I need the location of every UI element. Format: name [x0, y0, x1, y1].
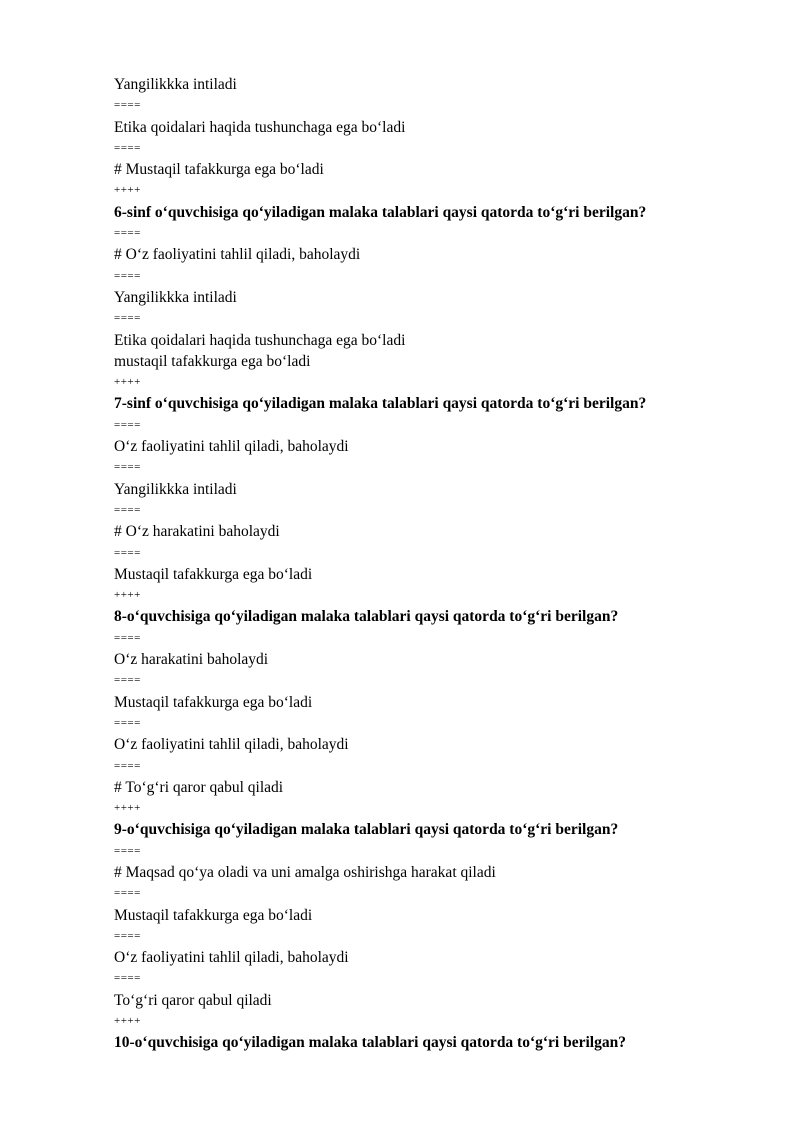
answer-option: O‘z harakatini baholaydi: [114, 651, 269, 669]
correct-answer-option: # Maqsad qo‘ya oladi va uni amalga oshirishga harakat qiladi: [114, 863, 496, 881]
correct-answer-option: # To‘g‘ri qaror qabul qiladi: [114, 778, 284, 796]
question-text: 10-o‘quvchisiga qo‘yiladigan malaka talablari qaysi qatorda to‘g‘ri berilgan?: [114, 1034, 626, 1052]
option-separator: ====: [114, 546, 141, 559]
question-separator: ++++: [114, 1015, 141, 1028]
correct-answer-option: # O‘z harakatini baholaydi: [114, 523, 280, 541]
question-text: 9-o‘quvchisiga qo‘yiladigan malaka talablari qaysi qatorda to‘g‘ri berilgan?: [114, 821, 619, 839]
answer-option: Etika qoidalari haqida tushunchaga ega bo‘ladi: [114, 118, 406, 136]
answer-option: Yangilikkka intiladi: [114, 288, 237, 306]
correct-answer-option: # O‘z faoliyatini tahlil qiladi, baholaydi: [114, 246, 361, 264]
question-separator: ++++: [114, 376, 141, 389]
question-separator: ++++: [114, 589, 141, 602]
option-separator: ====: [114, 844, 141, 857]
correct-answer-option: # Mustaqil tafakkurga ega bo‘ladi: [114, 161, 324, 179]
answer-option: Mustaqil tafakkurga ega bo‘ladi: [114, 693, 313, 711]
answer-option: Etika qoidalari haqida tushunchaga ega bo‘ladi: [114, 331, 406, 349]
question-separator: ++++: [114, 184, 141, 197]
answer-option: Yangilikkka intiladi: [114, 480, 237, 498]
option-separator: ====: [114, 99, 141, 112]
option-separator: ====: [114, 461, 141, 474]
answer-option: O‘z faoliyatini tahlil qiladi, baholaydi: [114, 949, 349, 967]
option-separator: ====: [114, 141, 141, 154]
option-separator: ====: [114, 631, 141, 644]
option-separator: ====: [114, 972, 141, 985]
question-text: 8-o‘quvchisiga qo‘yiladigan malaka talablari qaysi qatorda to‘g‘ri berilgan?: [114, 608, 619, 626]
option-separator: ====: [114, 503, 141, 516]
option-separator: ====: [114, 312, 141, 325]
question-text: 6-sinf o‘quvchisiga qo‘yiladigan malaka talablari qaysi qatorda to‘g‘ri berilgan?: [114, 203, 647, 221]
option-separator: ====: [114, 227, 141, 240]
answer-option: O‘z faoliyatini tahlil qiladi, baholaydi: [114, 438, 349, 456]
option-separator: ====: [114, 887, 141, 900]
answer-option: Mustaqil tafakkurga ega bo‘ladi: [114, 906, 313, 924]
answer-option: mustaqil tafakkurga ega bo‘ladi: [114, 352, 311, 370]
option-separator: ====: [114, 269, 141, 282]
answer-option: To‘g‘ri qaror qabul qiladi: [114, 991, 272, 1009]
option-separator: ====: [114, 418, 141, 431]
answer-option: Mustaqil tafakkurga ega bo‘ladi: [114, 565, 313, 583]
question-separator: ++++: [114, 802, 141, 815]
answer-option: O‘z faoliyatini tahlil qiladi, baholaydi: [114, 736, 349, 754]
question-text: 7-sinf o‘quvchisiga qo‘yiladigan malaka talablari qaysi qatorda to‘g‘ri berilgan?: [114, 395, 647, 413]
option-separator: ====: [114, 716, 141, 729]
option-separator: ====: [114, 759, 141, 772]
answer-option: Yangilikkka intiladi: [114, 76, 237, 93]
document-page: [114, 74, 754, 1054]
option-separator: ====: [114, 929, 141, 942]
option-separator: ====: [114, 674, 141, 687]
